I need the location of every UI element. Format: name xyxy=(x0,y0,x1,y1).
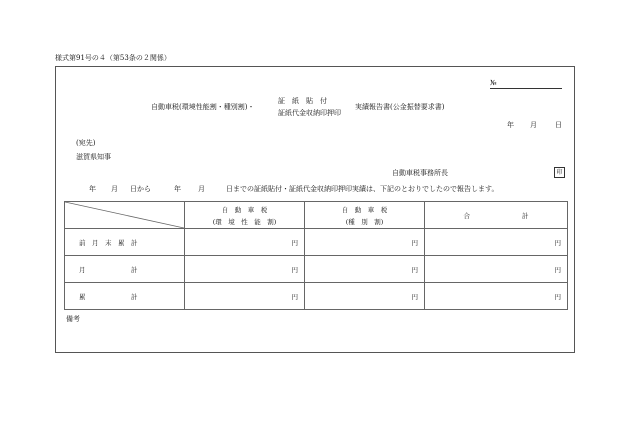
header-type-tax xyxy=(305,202,425,229)
title-right: 実績報告書(公金振替要求書) xyxy=(355,103,445,111)
table-row xyxy=(65,256,568,283)
row-label: 月 計 xyxy=(65,256,185,283)
cell-value: 円 xyxy=(185,229,305,256)
title-stamp-line1: 証 紙 貼 付 xyxy=(278,97,327,105)
sentence-day-from: 日から xyxy=(130,185,151,193)
title-left: 自動車税(環境性能割・種別割)・ xyxy=(151,103,255,111)
office-head: 自動車税事務所長 xyxy=(392,169,448,177)
cell-value: 円 xyxy=(185,256,305,283)
table-row xyxy=(65,283,568,310)
number-underline xyxy=(490,88,562,89)
diagonal-line xyxy=(65,202,184,228)
number-mark: № xyxy=(490,79,497,87)
header-type-bottom: (種 別 割) xyxy=(345,217,384,226)
header-type-top: 自 動 車 税 xyxy=(341,205,388,214)
diagonal-header-cell xyxy=(65,202,185,229)
cell-value: 円 xyxy=(425,256,568,283)
row-label: 累 計 xyxy=(65,283,185,310)
sentence-year-1: 年 xyxy=(89,185,96,193)
table-header-row xyxy=(65,202,568,229)
sentence-month-2: 月 xyxy=(198,185,205,193)
remarks-label: 備考 xyxy=(66,315,80,323)
sentence-rest: 日までの証紙貼付・証紙代金収納印押印実績は、下記のとおりでしたので報告します。 xyxy=(226,185,499,193)
cell-value: 円 xyxy=(425,283,568,310)
addressee: 滋賀県知事 xyxy=(76,153,111,161)
addressee-note: (宛先) xyxy=(76,139,96,147)
cell-value: 円 xyxy=(185,283,305,310)
date-month: 月 xyxy=(530,121,537,129)
seal-box: 印 xyxy=(554,167,565,178)
title-stamp-line2: 証紙代金収納印押印 xyxy=(278,109,341,117)
sentence-month-1: 月 xyxy=(111,185,118,193)
header-environment-tax xyxy=(185,202,305,229)
header-total-label: 合 計 xyxy=(463,211,529,220)
cell-value: 円 xyxy=(305,283,425,310)
header-environment-bottom: (環 境 性 能 割) xyxy=(212,217,277,226)
cell-value: 円 xyxy=(305,256,425,283)
date-day: 日 xyxy=(555,121,562,129)
header-environment-top: 自 動 車 税 xyxy=(221,205,268,214)
sentence-year-2: 年 xyxy=(174,185,181,193)
header-total xyxy=(425,202,568,229)
form-number-label: 様式第91号の４（第53条の２関係） xyxy=(55,54,171,62)
date-year: 年 xyxy=(507,121,514,129)
table-row xyxy=(65,229,568,256)
cell-value: 円 xyxy=(305,229,425,256)
row-label: 前 月 末 累 計 xyxy=(65,229,185,256)
results-table xyxy=(64,201,568,310)
cell-value: 円 xyxy=(425,229,568,256)
